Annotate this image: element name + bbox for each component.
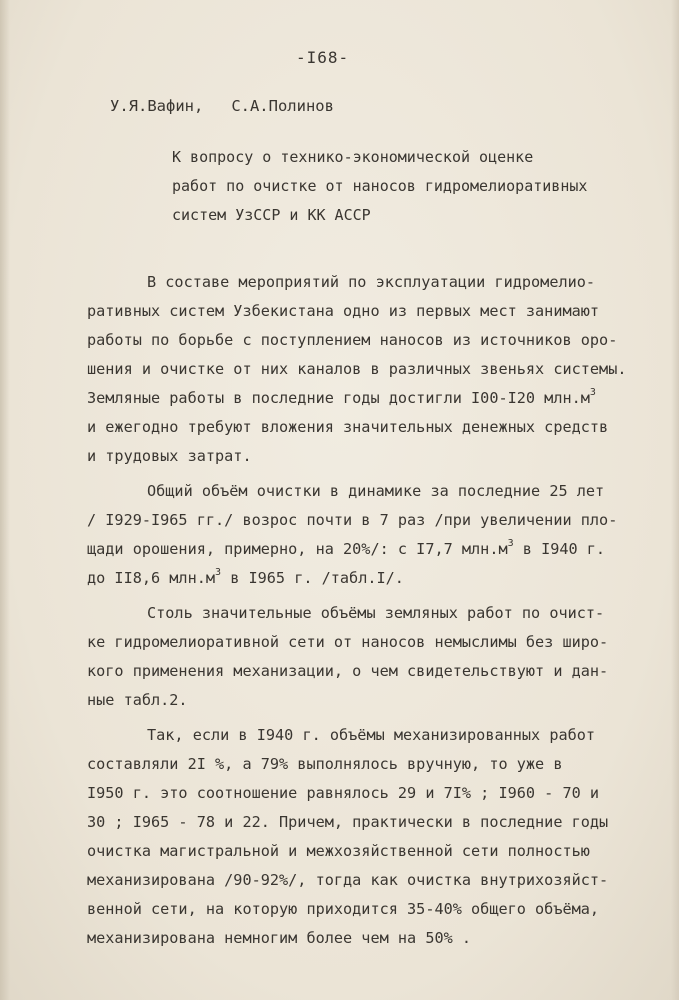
article-body xyxy=(87,268,647,953)
text-line: 30 ; I965 - 78 и 22. Причем, практически в последние годы xyxy=(87,813,609,831)
text-fragment: Земляные работы в последние годы достигли I00-I20 млн.м xyxy=(87,389,590,407)
text-line: В составе мероприятий по эксплуатации гидромелио- xyxy=(147,273,596,291)
title-line: К вопросу о технико-экономической оценке xyxy=(172,148,534,166)
text-fragment: до II8,6 млн.м xyxy=(87,569,216,587)
text-line: шения и очистке от них каналов в различных звеньях системы. xyxy=(87,360,627,378)
page-edge-shadow-left xyxy=(0,0,10,1000)
text-line xyxy=(87,535,647,564)
text-line: кого применения механизации, о чем свидетельствуют и дан- xyxy=(87,662,609,680)
text-line: механизирована немногим более чем на 50% . xyxy=(87,929,472,947)
text-line: ные табл.2. xyxy=(87,691,188,709)
title-line: систем УзССР и КК АССР xyxy=(172,206,371,224)
superscript: 3 xyxy=(215,566,222,578)
text-line xyxy=(87,384,647,413)
page-edge-shadow-right xyxy=(671,0,679,1000)
text-line: / I929-I965 гг./ возрос почти в 7 раз /при увеличении пло- xyxy=(87,511,618,529)
text-line xyxy=(87,564,647,593)
article-title xyxy=(172,143,652,230)
text-line: механизирована /90-92%/, тогда как очистка внутрихозяйст- xyxy=(87,871,609,889)
text-line: и трудовых затрат. xyxy=(87,447,252,465)
text-fragment: в I965 г. /табл.I/. xyxy=(221,569,404,587)
text-line: Общий объём очистки в динамике за последние 25 лет xyxy=(147,482,605,500)
text-line: и ежегодно требуют вложения значительных денежных средств xyxy=(87,418,609,436)
title-line: работ по очистке от наносов гидромелиоративных xyxy=(172,177,588,195)
text-line: венной сети, на которую приходится 35-40% общего объёма, xyxy=(87,900,600,918)
text-line: составляли 2I %, а 79% выполнялось вручную, то уже в xyxy=(87,755,563,773)
superscript: 3 xyxy=(507,537,514,549)
text-line: ративных систем Узбекистана одно из первых мест занимают xyxy=(87,302,600,320)
text-line: работы по борьбе с поступлением наносов из источников оро- xyxy=(87,331,618,349)
text-fragment: в I940 г. xyxy=(513,540,606,558)
text-line: Так, если в I940 г. объёмы механизированных работ xyxy=(147,726,596,744)
text-line: ке гидромелиоративной сети от наносов немыслимы без широ- xyxy=(87,633,609,651)
text-line: очистка магистральной и межхозяйственной сети полностью xyxy=(87,842,590,860)
page-number: -I68- xyxy=(296,48,350,67)
text-line: Столь значительные объёмы земляных работ по очист- xyxy=(147,604,605,622)
text-line: I950 г. это соотношение равнялось 29 и 7I% ; I960 - 70 и xyxy=(87,784,600,802)
superscript: 3 xyxy=(589,386,596,398)
authors-line: У.Я.Вафин, С.А.Полинов xyxy=(110,97,334,115)
text-fragment: щади орошения, примерно, на 20%/: с I7,7 млн.м xyxy=(87,540,508,558)
